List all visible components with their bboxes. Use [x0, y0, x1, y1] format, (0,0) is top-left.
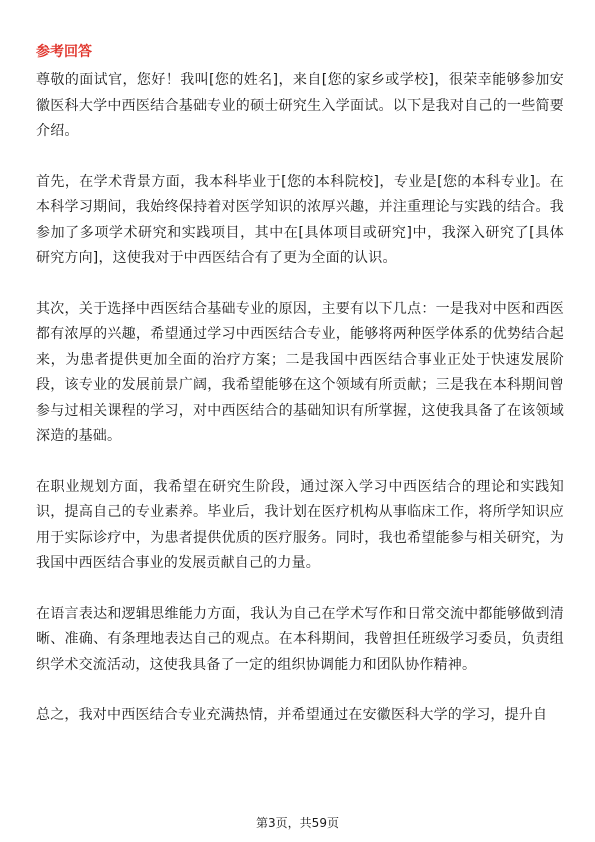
- page-number: 第3页，共59页: [256, 816, 339, 830]
- section-heading: 参考回答: [36, 44, 92, 60]
- paragraph-academic-background: 首先，在学术背景方面，我本科毕业于[您的本科院校]，专业是[您的本科专业]。在本科学习期间，我始终保持着对医学知识的浓厚兴趣，并注重理论与实践的结合。我参加了多项学术研究和实践项目，其中在[具体项目或研究]中，我深入研究了[具体研究方向]，这使我对于中西医结合有了更为全面的认识。: [36, 173, 564, 266]
- paragraph-conclusion: 总之，我对中西医结合专业充满热情，并希望通过在安徽医科大学的学习，提升自: [36, 707, 548, 723]
- paragraph-career-plan: 在职业规划方面，我希望在研究生阶段，通过深入学习中西医结合的理论和实践知识，提高自己的专业素养。毕业后，我计划在医疗机构从事临床工作，将所学知识应用于实际诊疗中，为患者提供优质的医疗服务。同时，我也希望能参与相关研究，为我国中西医结合事业的发展贡献自己的力量。: [36, 478, 564, 571]
- paragraph-intro: 尊敬的面试官，您好！我叫[您的姓名]，来自[您的家乡或学校]，很荣幸能够参加安徽医科大学中西医结合基础专业的硕士研究生入学面试。以下是我对自己的一些简要介绍。: [36, 72, 564, 139]
- paragraph-language-ability: 在语言表达和逻辑思维能力方面，我认为自己在学术写作和日常交流中都能够做到清晰、准确、有条理地表达自己的观点。在本科期间，我曾担任班级学习委员，负责组织学术交流活动，这使我具备了一定的组织协调能力和团队协作精神。: [36, 605, 564, 673]
- document-body: [36, 42, 564, 729]
- paragraph-reasons: 其次，关于选择中西医结合基础专业的原因，主要有以下几点：一是我对中医和西医都有浓厚的兴趣，希望通过学习中西医结合专业，能够将两种医学体系的优势结合起来，为患者提供更加全面的治疗方案；二是我国中西医结合事业正处于快速发展阶段，该专业的发展前景广阔，我希望能够在这个领域有所贡献；三是我在本科期间曾参与过相关课程的学习，对中西医结合的基础知识有所掌握，这使我具备了在该领域深造的基础。: [36, 300, 564, 444]
